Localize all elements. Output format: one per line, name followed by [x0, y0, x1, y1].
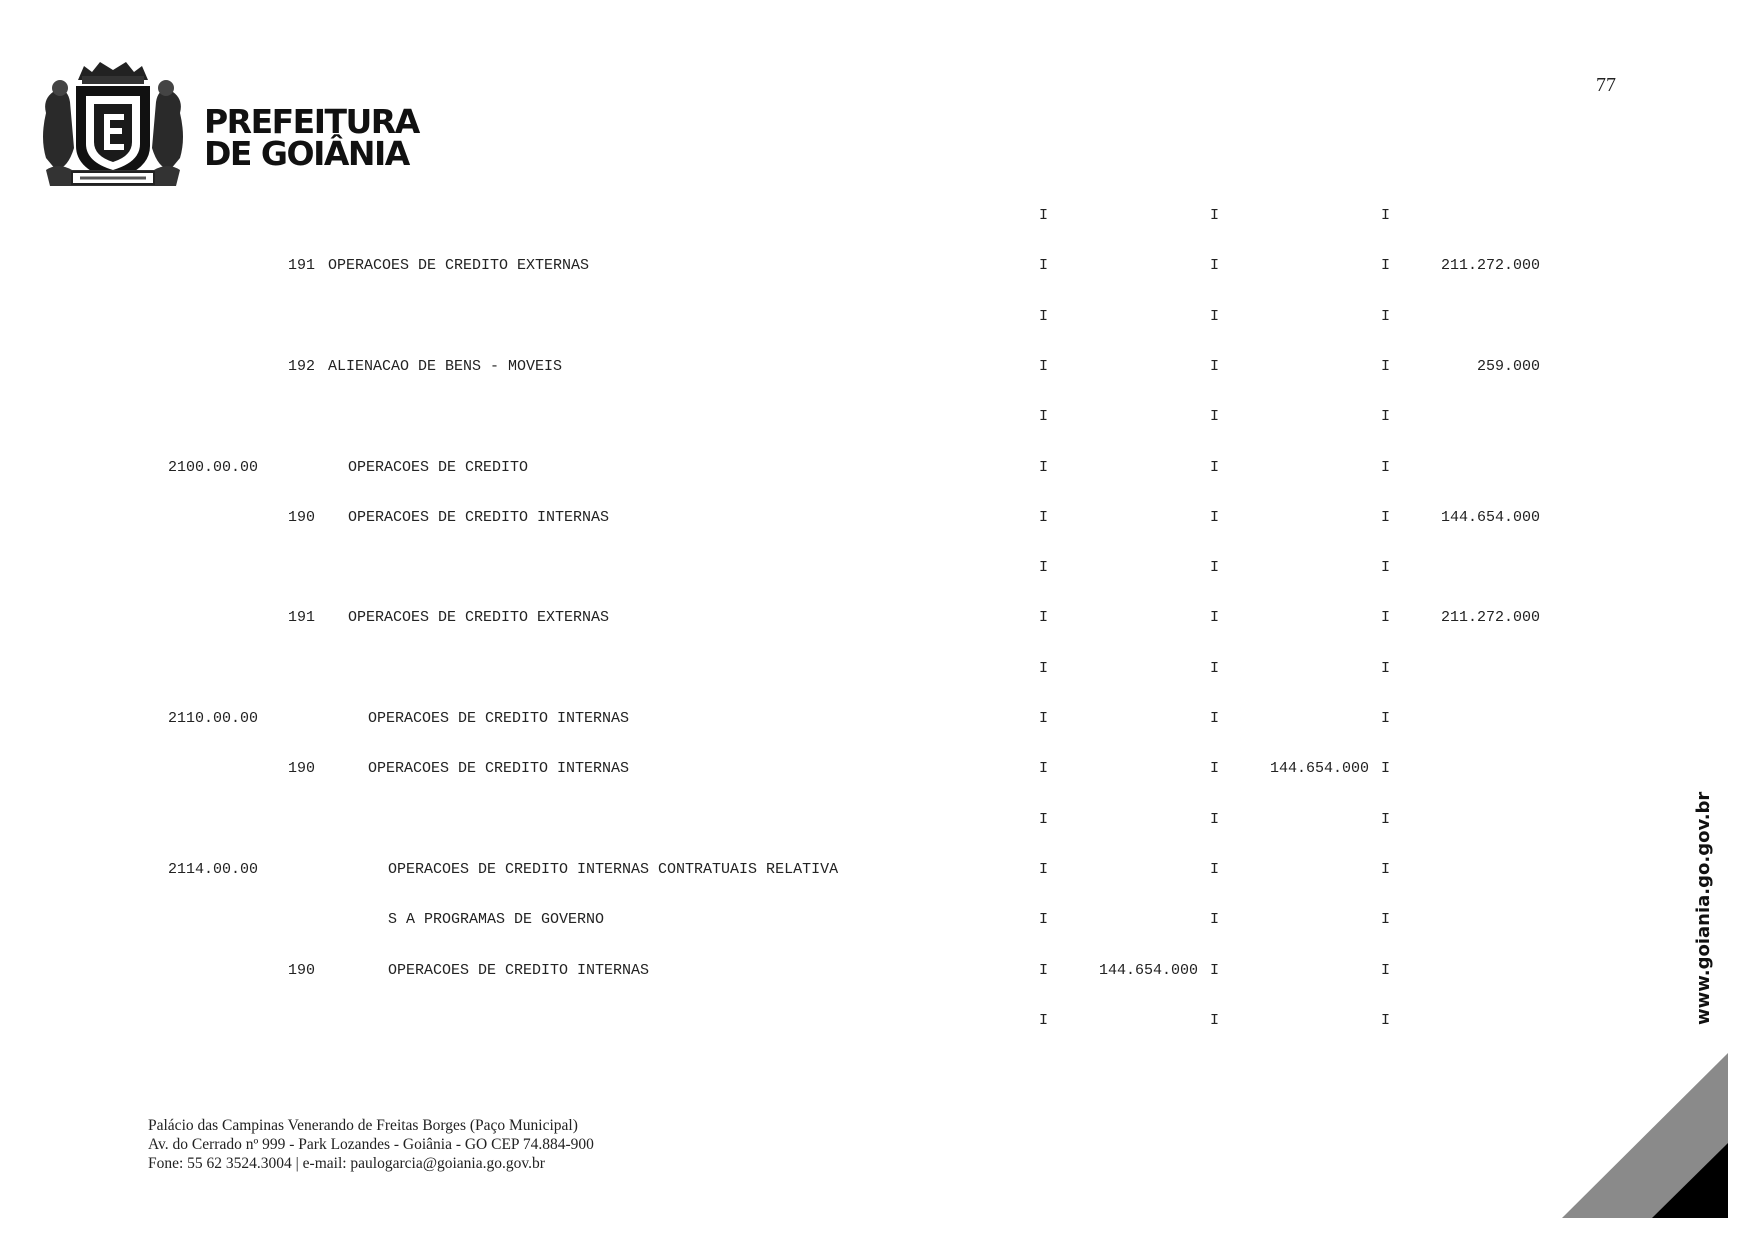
column-separator: I — [1210, 559, 1220, 577]
source-code: 191 — [288, 609, 316, 627]
column-separator: I — [1210, 508, 1220, 526]
column-separator: I — [1210, 810, 1220, 828]
account-code: 2100.00.00 — [168, 458, 259, 476]
column-separator: I — [1381, 508, 1391, 526]
source-code: 192 — [288, 357, 316, 375]
account-description: S A PROGRAMAS DE GOVERNO — [388, 911, 605, 929]
column-separator: I — [1039, 1011, 1049, 1029]
column-separator: I — [1039, 760, 1049, 778]
account-description: OPERACOES DE CREDITO INTERNAS — [368, 710, 630, 727]
account-description: OPERACOES DE CREDITO INTERNAS CONTRATUAIS RELATIVA — [388, 860, 839, 878]
page-number: 77 — [1596, 74, 1616, 96]
column-separator: I — [1381, 659, 1391, 677]
column-separator: I — [1039, 860, 1049, 878]
account-description: ALIENACAO DE BENS - MOVEIS — [328, 357, 563, 375]
column-separator: I — [1210, 1011, 1220, 1029]
column-separator: I — [1381, 458, 1391, 476]
account-code: 2114.00.00 — [168, 860, 259, 878]
account-code: 2110.00.00 — [168, 710, 259, 727]
column-separator: I — [1381, 307, 1391, 325]
account-description: OPERACOES DE CREDITO EXTERNAS — [348, 609, 610, 627]
value-column-3: 259.000 — [1476, 357, 1540, 375]
footer-line-2: Av. do Cerrado nº 999 - Park Lozandes - Goiânia - GO CEP 74.884-900 — [148, 1136, 594, 1153]
column-separator: I — [1210, 609, 1220, 627]
account-description: OPERACOES DE CREDITO — [348, 458, 529, 476]
column-separator: I — [1039, 810, 1049, 828]
column-separator: I — [1210, 357, 1220, 375]
column-separator: I — [1210, 911, 1220, 929]
column-separator: I — [1039, 207, 1049, 224]
account-description: OPERACOES DE CREDITO INTERNAS — [388, 961, 650, 979]
column-separator: I — [1381, 559, 1391, 577]
corner-triangle-decoration — [1562, 1053, 1728, 1218]
column-separator: I — [1381, 1011, 1391, 1029]
column-separator: I — [1039, 257, 1049, 275]
account-description: OPERACOES DE CREDITO INTERNAS — [348, 508, 610, 526]
column-separator: I — [1039, 408, 1049, 426]
column-separator: I — [1039, 458, 1049, 476]
column-separator: I — [1381, 760, 1391, 778]
source-code: 190 — [288, 508, 316, 526]
footer-line-1: Palácio das Campinas Venerando de Freitas Borges (Paço Municipal) — [148, 1117, 578, 1134]
account-description: OPERACOES DE CREDITO EXTERNAS — [328, 257, 590, 275]
column-separator: I — [1039, 911, 1049, 929]
source-code: 190 — [288, 961, 316, 979]
column-separator: I — [1039, 961, 1049, 979]
value-column-2: 144.654.000 — [1269, 760, 1369, 778]
brand-line-2: DE GOIÂNIA — [204, 134, 409, 173]
column-separator: I — [1381, 207, 1391, 224]
column-separator: I — [1039, 508, 1049, 526]
column-separator: I — [1381, 257, 1391, 275]
column-separator: I — [1381, 408, 1391, 426]
value-column-3: 144.654.000 — [1440, 508, 1540, 526]
footer-address — [148, 1116, 594, 1173]
column-separator: I — [1381, 860, 1391, 878]
source-code: 191 — [288, 257, 316, 275]
value-column-3: 211.272.000 — [1440, 257, 1540, 275]
column-separator: I — [1210, 307, 1220, 325]
column-separator: I — [1210, 760, 1220, 778]
column-separator: I — [1210, 860, 1220, 878]
column-separator: I — [1210, 207, 1220, 224]
column-separator: I — [1210, 257, 1220, 275]
footer-line-3: Fone: 55 62 3524.3004 | e-mail: paulogarcia@goiania.go.gov.br — [148, 1155, 545, 1172]
column-separator: I — [1210, 408, 1220, 426]
column-separator: I — [1381, 357, 1391, 375]
column-separator: I — [1210, 659, 1220, 677]
column-separator: I — [1210, 961, 1220, 979]
account-description: OPERACOES DE CREDITO INTERNAS — [368, 760, 630, 778]
column-separator: I — [1210, 458, 1220, 476]
column-separator: I — [1039, 659, 1049, 677]
column-separator: I — [1039, 559, 1049, 577]
column-separator: I — [1381, 961, 1391, 979]
column-separator: I — [1039, 609, 1049, 627]
column-separator: I — [1381, 810, 1391, 828]
column-separator: I — [1039, 357, 1049, 375]
column-separator: I — [1039, 307, 1049, 325]
value-column-1: 144.654.000 — [1098, 961, 1198, 979]
website-url: www.goiania.go.gov.br — [1693, 791, 1714, 1025]
column-separator: I — [1381, 911, 1391, 929]
value-column-3: 211.272.000 — [1440, 609, 1540, 627]
source-code: 190 — [288, 760, 316, 778]
column-separator: I — [1381, 710, 1391, 727]
column-separator: I — [1039, 710, 1049, 727]
column-separator: I — [1210, 710, 1220, 727]
column-separator: I — [1381, 609, 1391, 627]
brand-line-1: PREFEITURA — [204, 102, 419, 141]
